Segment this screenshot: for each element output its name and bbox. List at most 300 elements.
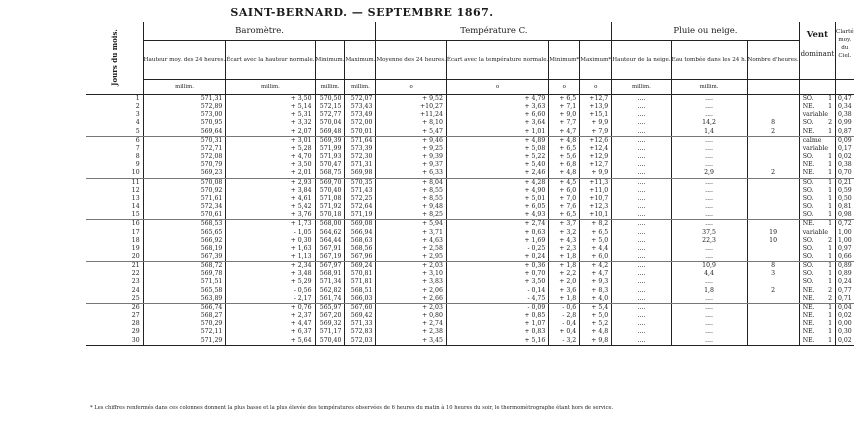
- baro-min-cell: 568,91: [315, 270, 345, 278]
- clarte-cell: 0,02: [836, 153, 854, 161]
- temp-min-cell: + 4,3: [549, 237, 580, 245]
- baro-ecart-cell: + 1,63: [226, 245, 315, 253]
- temp-max-cell: + 6,0: [580, 253, 612, 262]
- pluie-hauteur-cell: ....: [612, 253, 671, 262]
- temp-max-cell: +12,7: [580, 161, 612, 169]
- temp-ecart-cell: + 2,46: [446, 169, 548, 178]
- baro-max-cell: 568,51: [345, 287, 376, 295]
- baro-min-cell: 570,40: [315, 337, 345, 346]
- vent-force-cell: 2: [828, 295, 835, 304]
- pluie-hauteur-cell: ....: [612, 328, 671, 336]
- temp-max-cell: +15,1: [580, 111, 612, 119]
- baro-ecart-cell: - 1,05: [226, 229, 315, 237]
- t-moy-header: Moyenne des 24 heures.: [376, 41, 446, 80]
- temp-moy-cell: + 8,10: [376, 119, 446, 127]
- pluie-hauteur-cell: ....: [612, 237, 671, 245]
- t-min-header: Minimum*: [549, 41, 580, 80]
- table-row: [86, 253, 854, 262]
- baro-min-cell: 570,40: [315, 187, 345, 195]
- table-row: [86, 136, 854, 145]
- temp-min-cell: + 2,0: [549, 278, 580, 286]
- day-cell: 23: [86, 278, 143, 286]
- baro-hauteur-cell: 563,89: [143, 295, 226, 304]
- clarte-cell: 0,89: [836, 270, 854, 278]
- temp-moy-cell: + 2,03: [376, 303, 446, 312]
- temp-min-cell: + 1,8: [549, 262, 580, 271]
- clarte-cell: 0,99: [836, 119, 854, 127]
- clarte-cell: 0,72: [836, 220, 854, 229]
- temp-min-cell: + 5,6: [549, 153, 580, 161]
- pluie-hauteur-cell: ....: [612, 119, 671, 127]
- baro-hauteur-cell: 571,31: [143, 95, 226, 104]
- vent-direction-cell: NE.: [799, 320, 828, 328]
- baro-hauteur-cell: 573,00: [143, 111, 226, 119]
- temp-ecart-cell: + 3,64: [446, 119, 548, 127]
- baro-max-cell: 566,03: [345, 295, 376, 304]
- table-row: [86, 103, 854, 111]
- vent-header: Vent dominant: [799, 22, 835, 80]
- temp-min-cell: - 3,2: [549, 337, 580, 346]
- temp-max-cell: +11,0: [580, 187, 612, 195]
- vent-force-cell: 1: [828, 186, 833, 194]
- unit-cell: o: [446, 80, 548, 95]
- vent-direction-cell: SO.: [799, 237, 828, 245]
- temp-ecart-cell: + 0,24: [446, 253, 548, 262]
- vent-direction-cell: NE.: [799, 295, 828, 304]
- day-cell: 16: [86, 220, 143, 229]
- baro-hauteur-cell: 570,31: [143, 136, 226, 145]
- temp-max-cell: +12,9: [580, 153, 612, 161]
- baro-min-cell: 567,20: [315, 312, 345, 320]
- day-cell: 7: [86, 145, 143, 153]
- baro-min-cell: 564,62: [315, 229, 345, 237]
- vent-force-cell: 1: [828, 220, 833, 228]
- day-cell: 26: [86, 303, 143, 312]
- day-cell: 11: [86, 178, 143, 187]
- b-hauteur-header: Hauteur moy. des 24 heures.: [143, 41, 226, 80]
- temp-moy-cell: + 5,94: [376, 220, 446, 229]
- pluie-eau-cell: ....: [671, 295, 747, 304]
- barometre-header: Baromètre.: [143, 22, 376, 41]
- vent-direction-cell: NE.: [799, 303, 828, 312]
- temp-min-cell: + 3,6: [549, 287, 580, 295]
- table-row: [86, 203, 854, 211]
- baro-min-cell: 570,04: [315, 119, 345, 127]
- unit-cell: [799, 80, 835, 95]
- temp-ecart-cell: + 4,89: [446, 136, 548, 145]
- temp-ecart-cell: + 5,01: [446, 195, 548, 203]
- day-cell: 24: [86, 287, 143, 295]
- day-cell: 10: [86, 169, 143, 178]
- vent-force-cell: 1: [828, 178, 833, 186]
- temp-min-cell: + 4,8: [549, 169, 580, 178]
- temp-ecart-cell: + 3,50: [446, 278, 548, 286]
- pluie-eau-cell: ....: [671, 312, 747, 320]
- vent-force-cell: [828, 145, 835, 153]
- table-row: [86, 153, 854, 161]
- table-row: [86, 111, 854, 119]
- baro-hauteur-cell: 571,51: [143, 278, 226, 286]
- vent-direction-cell: SO.: [799, 119, 828, 127]
- temp-ecart-cell: - 0,14: [446, 287, 548, 295]
- table-row: [86, 161, 854, 169]
- vent-direction-cell: SO.: [799, 153, 828, 161]
- temp-moy-cell: + 9,52: [376, 95, 446, 104]
- vent-force-cell: 2: [828, 286, 833, 294]
- temp-max-cell: + 4,8: [580, 328, 612, 336]
- baro-max-cell: 572,64: [345, 203, 376, 211]
- pluie-hauteur-cell: ....: [612, 145, 671, 153]
- clarte-header: Clarté moy. du Ciel.: [836, 22, 854, 80]
- pluie-heures-cell: [747, 253, 799, 262]
- temp-ecart-cell: + 4,28: [446, 178, 548, 187]
- clarte-cell: 0,04: [836, 303, 854, 312]
- temp-ecart-cell: + 4,90: [446, 187, 548, 195]
- baro-ecart-cell: + 0,30: [226, 237, 315, 245]
- baro-min-cell: 568,00: [315, 220, 345, 229]
- pluie-eau-cell: 1,4: [671, 128, 747, 137]
- baro-max-cell: 572,00: [345, 119, 376, 127]
- temp-max-cell: + 8,3: [580, 287, 612, 295]
- pluie-header: Pluie ou neige.: [612, 22, 799, 41]
- baro-max-cell: 567,60: [345, 303, 376, 312]
- day-cell: 4: [86, 119, 143, 127]
- day-cell: 20: [86, 253, 143, 262]
- pluie-eau-cell: ....: [671, 328, 747, 336]
- temp-max-cell: + 5,0: [580, 312, 612, 320]
- baro-hauteur-cell: 565,65: [143, 229, 226, 237]
- day-cell: 27: [86, 312, 143, 320]
- vent-force-cell: 1: [828, 161, 833, 169]
- temperature-header: Température C.: [376, 22, 612, 41]
- temp-min-cell: + 6,5: [549, 211, 580, 220]
- unit-cell: millim.: [315, 80, 345, 95]
- temp-moy-cell: + 6,33: [376, 169, 446, 178]
- day-cell: 14: [86, 203, 143, 211]
- pluie-heures-cell: 2: [747, 169, 799, 178]
- baro-ecart-cell: + 1,73: [226, 220, 315, 229]
- unit-cell: millim.: [612, 80, 671, 95]
- table-row: [86, 128, 854, 137]
- pluie-hauteur-cell: ....: [612, 337, 671, 346]
- vent-force-cell: 2: [828, 236, 833, 244]
- temp-min-cell: + 6,5: [549, 95, 580, 104]
- pluie-eau-cell: ....: [671, 111, 747, 119]
- p-eau-header: Eau tombée dans les 24 h.: [671, 41, 747, 80]
- baro-min-cell: 571,99: [315, 145, 345, 153]
- baro-hauteur-cell: 565,58: [143, 287, 226, 295]
- vent-direction-cell: SO.: [799, 211, 828, 220]
- temp-ecart-cell: + 1,07: [446, 320, 548, 328]
- baro-ecart-cell: + 2,07: [226, 128, 315, 137]
- unit-cell: [747, 80, 799, 95]
- pluie-hauteur-cell: ....: [612, 111, 671, 119]
- pluie-hauteur-cell: ....: [612, 178, 671, 187]
- baro-ecart-cell: + 3,32: [226, 119, 315, 127]
- vent-direction-cell: SO.: [799, 203, 828, 211]
- baro-ecart-cell: + 5,42: [226, 203, 315, 211]
- pluie-eau-cell: 1,8: [671, 287, 747, 295]
- day-cell: 12: [86, 187, 143, 195]
- temp-max-cell: + 7,9: [580, 128, 612, 137]
- table-row: [86, 229, 854, 237]
- baro-hauteur-cell: 570,29: [143, 320, 226, 328]
- temp-ecart-cell: + 0,36: [446, 262, 548, 271]
- pluie-eau-cell: ....: [671, 187, 747, 195]
- vent-direction-cell: NE.: [799, 328, 828, 336]
- vent-force-cell: 1: [828, 128, 835, 137]
- temp-max-cell: + 5,2: [580, 320, 612, 328]
- pluie-hauteur-cell: ....: [612, 312, 671, 320]
- vent-direction-cell: SO.: [799, 178, 828, 187]
- baro-ecart-cell: + 2,37: [226, 312, 315, 320]
- baro-min-cell: 567,97: [315, 262, 345, 271]
- baro-ecart-cell: - 0,56: [226, 287, 315, 295]
- pluie-heures-cell: [747, 187, 799, 195]
- baro-ecart-cell: + 5,14: [226, 103, 315, 111]
- temp-moy-cell: + 2,06: [376, 287, 446, 295]
- clarte-cell: 0,70: [836, 169, 854, 178]
- baro-max-cell: 569,98: [345, 169, 376, 178]
- baro-max-cell: 573,43: [345, 103, 376, 111]
- pluie-hauteur-cell: ....: [612, 287, 671, 295]
- vent-direction-cell: NE.: [799, 161, 828, 169]
- pluie-eau-cell: ....: [671, 245, 747, 253]
- clarte-cell: 0,17: [836, 145, 854, 153]
- baro-min-cell: 569,70: [315, 178, 345, 187]
- table-row: [86, 95, 854, 104]
- temp-moy-cell: + 2,95: [376, 253, 446, 262]
- baro-hauteur-cell: 571,61: [143, 195, 226, 203]
- pluie-eau-cell: 2,9: [671, 169, 747, 178]
- baro-max-cell: 572,25: [345, 195, 376, 203]
- day-cell: 28: [86, 320, 143, 328]
- temp-min-cell: + 2,3: [549, 245, 580, 253]
- table-row: [86, 187, 854, 195]
- unit-cell: millim.: [345, 80, 376, 95]
- baro-min-cell: 570,50: [315, 95, 345, 104]
- pluie-eau-cell: 4,4: [671, 270, 747, 278]
- baro-hauteur-cell: 570,61: [143, 211, 226, 220]
- pluie-hauteur-cell: ....: [612, 320, 671, 328]
- temp-min-cell: + 4,8: [549, 136, 580, 145]
- clarte-cell: 0,47: [836, 95, 854, 104]
- clarte-cell: 0,59: [836, 187, 854, 195]
- pluie-heures-cell: [747, 153, 799, 161]
- baro-min-cell: 571,17: [315, 328, 345, 336]
- pluie-heures-cell: 2: [747, 287, 799, 295]
- table-row: [86, 169, 854, 178]
- baro-ecart-cell: + 2,01: [226, 169, 315, 178]
- pluie-eau-cell: ....: [671, 95, 747, 104]
- temp-moy-cell: + 2,58: [376, 245, 446, 253]
- baro-ecart-cell: + 2,93: [226, 178, 315, 187]
- temp-moy-cell: + 8,55: [376, 195, 446, 203]
- baro-ecart-cell: + 5,64: [226, 337, 315, 346]
- table-row: [86, 303, 854, 312]
- temp-moy-cell: + 8,55: [376, 187, 446, 195]
- pluie-eau-cell: ....: [671, 136, 747, 145]
- unit-cell: [836, 80, 854, 95]
- table-row: [86, 287, 854, 295]
- pluie-hauteur-cell: ....: [612, 153, 671, 161]
- temp-ecart-cell: + 1,01: [446, 128, 548, 137]
- baro-hauteur-cell: 572,34: [143, 203, 226, 211]
- pluie-heures-cell: [747, 161, 799, 169]
- temp-ecart-cell: + 5,16: [446, 337, 548, 346]
- baro-max-cell: 570,35: [345, 178, 376, 187]
- b-ecart-header: Écart avec la hauteur normale.: [226, 41, 315, 80]
- temp-max-cell: + 4,7: [580, 270, 612, 278]
- clarte-cell: 0,97: [836, 245, 854, 253]
- baro-min-cell: 564,44: [315, 237, 345, 245]
- temp-min-cell: - 0,6: [549, 303, 580, 312]
- temp-min-cell: + 7,7: [549, 119, 580, 127]
- pluie-heures-cell: [747, 103, 799, 111]
- pluie-hauteur-cell: ....: [612, 195, 671, 203]
- clarte-cell: 0,71: [836, 295, 854, 304]
- vent-force-cell: 1: [828, 253, 835, 262]
- temp-ecart-cell: + 2,74: [446, 220, 548, 229]
- vent-force-cell: 1: [828, 244, 833, 252]
- temp-max-cell: + 5,4: [580, 303, 612, 312]
- days-column-header: Jours du mois.: [86, 22, 143, 95]
- baro-hauteur-cell: 568,72: [143, 262, 226, 271]
- table-row: [86, 320, 854, 328]
- temp-ecart-cell: + 6,60: [446, 111, 548, 119]
- vent-force-cell: 1: [828, 328, 833, 336]
- pluie-heures-cell: [747, 145, 799, 153]
- clarte-cell: 0,34: [836, 103, 854, 111]
- baro-max-cell: 573,39: [345, 145, 376, 153]
- vent-direction-cell: NE.: [799, 337, 828, 346]
- temp-moy-cell: +11,24: [376, 111, 446, 119]
- baro-max-cell: 569,42: [345, 312, 376, 320]
- temp-max-cell: +12,6: [580, 136, 612, 145]
- day-cell: 21: [86, 262, 143, 271]
- clarte-cell: 0,50: [836, 195, 854, 203]
- baro-min-cell: 569,48: [315, 128, 345, 137]
- temp-ecart-cell: - 0,25: [446, 245, 548, 253]
- pluie-heures-cell: [747, 303, 799, 312]
- vent-force-cell: 1: [828, 103, 833, 111]
- vent-force-cell: 1: [828, 303, 833, 311]
- table-row: [86, 278, 854, 286]
- baro-max-cell: 571,19: [345, 211, 376, 220]
- pluie-hauteur-cell: ....: [612, 203, 671, 211]
- baro-max-cell: 571,33: [345, 320, 376, 328]
- pluie-heures-cell: [747, 328, 799, 336]
- pluie-heures-cell: 19: [747, 229, 799, 237]
- day-cell: 2: [86, 103, 143, 111]
- baro-min-cell: 570,47: [315, 161, 345, 169]
- pluie-hauteur-cell: ....: [612, 303, 671, 312]
- temp-moy-cell: + 0,80: [376, 312, 446, 320]
- vent-force-cell: 1: [828, 95, 833, 102]
- day-cell: 30: [86, 337, 143, 346]
- temp-ecart-cell: + 3,63: [446, 103, 548, 111]
- pluie-eau-cell: ....: [671, 303, 747, 312]
- baro-max-cell: 567,96: [345, 253, 376, 262]
- pluie-heures-cell: [747, 95, 799, 104]
- baro-hauteur-cell: 572,71: [143, 145, 226, 153]
- temp-moy-cell: + 8,04: [376, 178, 446, 187]
- pluie-eau-cell: ....: [671, 211, 747, 220]
- vent-force-cell: 1: [828, 203, 833, 211]
- baro-max-cell: 569,24: [345, 262, 376, 271]
- pluie-heures-cell: [747, 337, 799, 346]
- day-cell: 5: [86, 128, 143, 137]
- pluie-hauteur-cell: ....: [612, 245, 671, 253]
- baro-hauteur-cell: 569,64: [143, 128, 226, 137]
- baro-hauteur-cell: 569,78: [143, 270, 226, 278]
- footnote: * Les chiffres renfermés dans ces colonnes donnent la plus basse et la plus élevée des températures observées de 6 heures du matin à 10 heures du soir, le thermomètrographe étant hors de service.: [90, 405, 614, 411]
- baro-ecart-cell: + 0,76: [226, 303, 315, 312]
- baro-min-cell: 571,92: [315, 203, 345, 211]
- table-body: [86, 95, 854, 346]
- temp-ecart-cell: + 0,63: [446, 229, 548, 237]
- temp-moy-cell: + 2,03: [376, 262, 446, 271]
- vent-force-cell: 2: [828, 119, 833, 127]
- pluie-heures-cell: [747, 203, 799, 211]
- temp-moy-cell: + 2,66: [376, 295, 446, 304]
- baro-max-cell: 572,30: [345, 153, 376, 161]
- temp-ecart-cell: + 5,22: [446, 153, 548, 161]
- pluie-eau-cell: ....: [671, 161, 747, 169]
- pluie-heures-cell: 8: [747, 262, 799, 271]
- baro-min-cell: 562,82: [315, 287, 345, 295]
- pluie-hauteur-cell: ....: [612, 128, 671, 137]
- clarte-cell: 0,00: [836, 320, 854, 328]
- pluie-hauteur-cell: ....: [612, 211, 671, 220]
- pluie-eau-cell: ....: [671, 320, 747, 328]
- unit-cell: millim.: [671, 80, 747, 95]
- vent-direction-cell: SO.: [799, 245, 828, 253]
- p-heures-header: Nombre d'heures.: [747, 41, 799, 80]
- pluie-heures-cell: [747, 245, 799, 253]
- pluie-eau-cell: ....: [671, 278, 747, 286]
- pluie-heures-cell: 3: [747, 270, 799, 278]
- pluie-hauteur-cell: ....: [612, 161, 671, 169]
- table-row: [86, 337, 854, 346]
- table-row: [86, 270, 854, 278]
- clarte-cell: 0,24: [836, 278, 854, 286]
- temp-max-cell: + 5,0: [580, 237, 612, 245]
- baro-min-cell: 572,15: [315, 103, 345, 111]
- pluie-eau-cell: ....: [671, 203, 747, 211]
- baro-min-cell: 561,74: [315, 295, 345, 304]
- baro-min-cell: 569,32: [315, 320, 345, 328]
- pluie-hauteur-cell: ....: [612, 95, 671, 104]
- pluie-eau-cell: ....: [671, 220, 747, 229]
- clarte-cell: 0,77: [836, 287, 854, 295]
- temp-moy-cell: +10,27: [376, 103, 446, 111]
- temp-ecart-cell: + 0,70: [446, 270, 548, 278]
- pluie-eau-cell: ....: [671, 153, 747, 161]
- vent-direction-cell: variable: [799, 229, 828, 237]
- baro-ecart-cell: + 1,13: [226, 253, 315, 262]
- vent-direction-cell: SO.: [799, 262, 828, 271]
- day-cell: 29: [86, 328, 143, 336]
- baro-ecart-cell: + 3,50: [226, 95, 315, 104]
- table-row: [86, 295, 854, 304]
- temp-min-cell: + 7,0: [549, 195, 580, 203]
- baro-min-cell: 571,08: [315, 195, 345, 203]
- temp-max-cell: + 4,2: [580, 262, 612, 271]
- baro-ecart-cell: + 3,01: [226, 136, 315, 145]
- temp-min-cell: + 7,6: [549, 203, 580, 211]
- day-cell: 25: [86, 295, 143, 304]
